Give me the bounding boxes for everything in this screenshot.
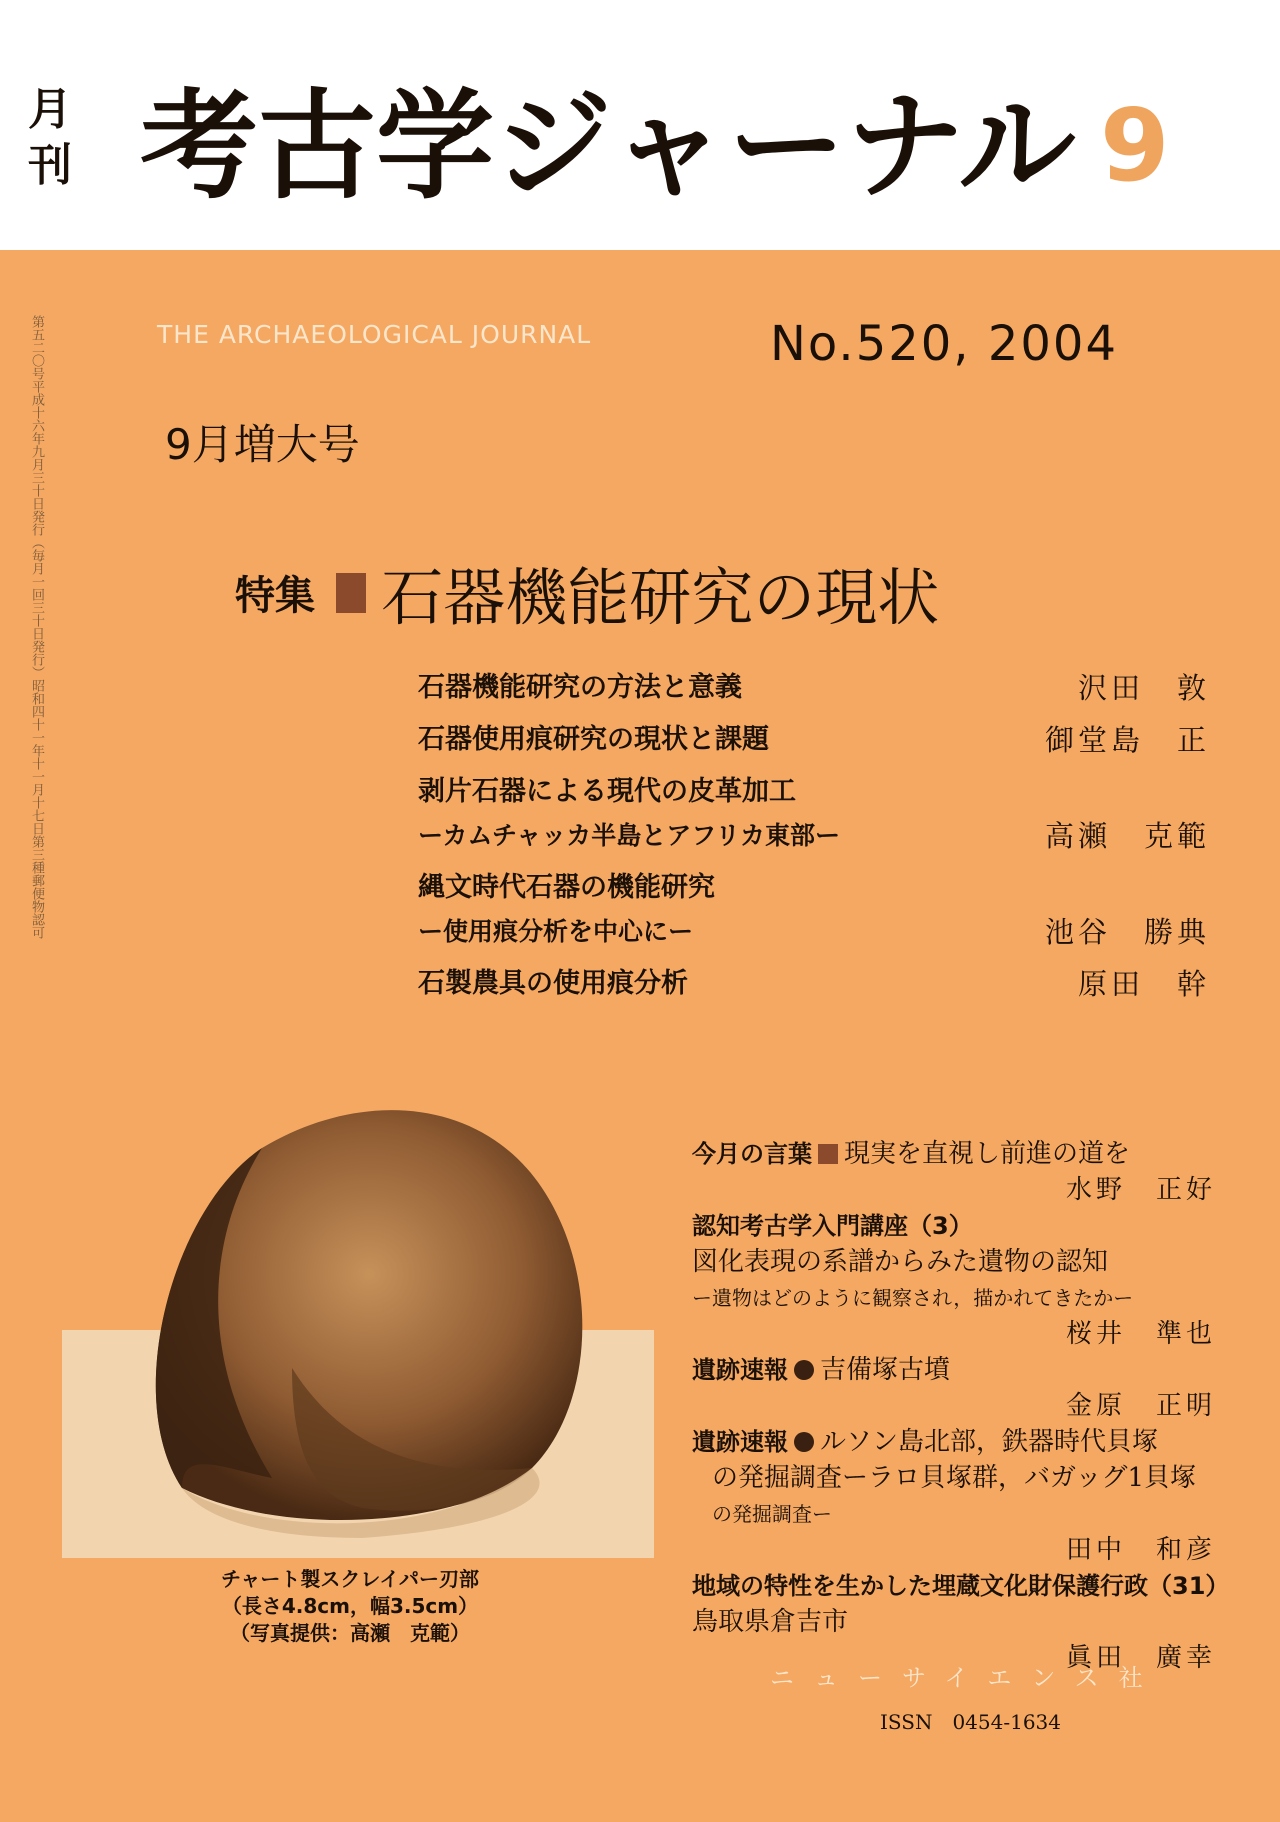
article-author: 御堂島 正 — [1044, 723, 1210, 757]
feature-heading — [235, 548, 939, 637]
issue-number: 9 — [1100, 87, 1170, 204]
english-title: THE ARCHAEOLOGICAL JOURNAL — [157, 320, 592, 349]
monthly-top: 月 — [28, 84, 72, 135]
spine-line-1: 第五二〇号平成十六年九月三十日発行（毎月一回三十日発行） — [29, 315, 44, 679]
kotoba-author: 水野 正好 — [1065, 1175, 1216, 1205]
feature-article-list — [418, 666, 1218, 1014]
article-item — [418, 866, 1218, 954]
koza-author: 桜井 準也 — [1065, 1319, 1216, 1349]
spine-text — [26, 315, 76, 939]
circle-bullet-icon — [794, 1432, 814, 1452]
article-title: 剥片石器による現代の皮革加工 — [418, 776, 796, 807]
chiiki-label: 地域の特性を生かした埋蔵文化財保護行政（31） — [692, 1572, 1230, 1600]
circle-bullet-icon — [794, 1360, 814, 1380]
article-item — [418, 962, 1218, 1006]
number-year: No.520, 2004 — [770, 316, 1118, 372]
article-author: 沢田 敦 — [1077, 671, 1210, 705]
kotoba-heading — [692, 1136, 1232, 1172]
sokuho1-title: 吉備塚古墳 — [820, 1355, 951, 1385]
article-title: 縄文時代石器の機能研究 — [418, 872, 715, 903]
square-bullet-icon — [818, 1144, 838, 1164]
article-author: 池谷 勝典 — [1044, 915, 1210, 949]
sokuho1-heading — [692, 1352, 1232, 1388]
caption-line-2: （長さ4.8cm，幅3.5cm） — [221, 1594, 479, 1618]
article-item — [418, 718, 1218, 762]
koza-title: 図化表現の系譜からみた遺物の認知 — [692, 1247, 1109, 1277]
article-title: 石器使用痕研究の現状と課題 — [418, 724, 769, 755]
sokuho2-title-1: ルソン島北部，鉄器時代貝塚 — [820, 1427, 1159, 1457]
spine-line-2: 昭和四十一年十一月十七日第三種郵便物認可 — [29, 679, 44, 939]
monthly-label — [20, 82, 80, 194]
koza-label: 認知考古学入門講座（3） — [692, 1212, 973, 1240]
article-title: 石製農具の使用痕分析 — [418, 968, 688, 999]
article-author: 高瀬 克範 — [1044, 819, 1210, 853]
article-subtitle: ーカムチャッカ半島とアフリカ東部ー — [418, 821, 841, 850]
kotoba-label: 今月の言葉 — [692, 1140, 812, 1168]
article-author: 原田 幹 — [1077, 967, 1210, 1001]
journal-title: 考古学ジャーナル — [140, 77, 1076, 215]
photo-caption — [140, 1566, 560, 1647]
publisher-name: ニューサイエンス社 — [770, 1664, 1163, 1692]
monthly-bottom: 刊 — [28, 140, 72, 191]
caption-line-3: （写真提供：高瀬 克範） — [230, 1621, 470, 1645]
feature-title: 石器機能研究の現状 — [381, 561, 940, 634]
chiiki-author: 眞田 廣幸 — [1065, 1643, 1216, 1673]
sokuho2-label: 遺跡速報 — [692, 1428, 788, 1456]
masthead — [0, 0, 1280, 250]
issn-number: ISSN 0454-1634 — [880, 1710, 1062, 1734]
sokuho2-title-2: の発掘調査ーラロ貝塚群，バガッグ1貝塚 — [712, 1463, 1197, 1493]
feature-label: 特集 — [235, 573, 315, 619]
article-item — [418, 770, 1218, 858]
sokuho1-label: 遺跡速報 — [692, 1356, 788, 1384]
stone-tool-image — [62, 1068, 654, 1558]
article-subtitle: ー使用痕分析を中心にー — [418, 917, 694, 946]
square-bullet-icon — [336, 573, 366, 613]
article-item — [418, 666, 1218, 710]
scraper-photo — [62, 1068, 654, 1558]
kotoba-title: 現実を直視し前進の道を — [844, 1139, 1131, 1169]
sokuho2-author: 田中 和彦 — [1065, 1535, 1216, 1565]
chiiki-title: 鳥取県倉吉市 — [692, 1607, 849, 1637]
koza-subtitle: ー遺物はどのように観察され，描かれてきたかー — [692, 1286, 1134, 1310]
sokuho2-title-3: の発掘調査ー — [712, 1502, 832, 1526]
sokuho1-author: 金原 正明 — [1065, 1391, 1216, 1421]
edition-label: 9月増大号 — [165, 420, 360, 469]
article-title: 石器機能研究の方法と意義 — [418, 672, 742, 703]
sokuho2-heading — [692, 1424, 1232, 1460]
contents-column — [692, 1136, 1232, 1676]
caption-line-1: チャート製スクレイパー刃部 — [221, 1567, 479, 1591]
